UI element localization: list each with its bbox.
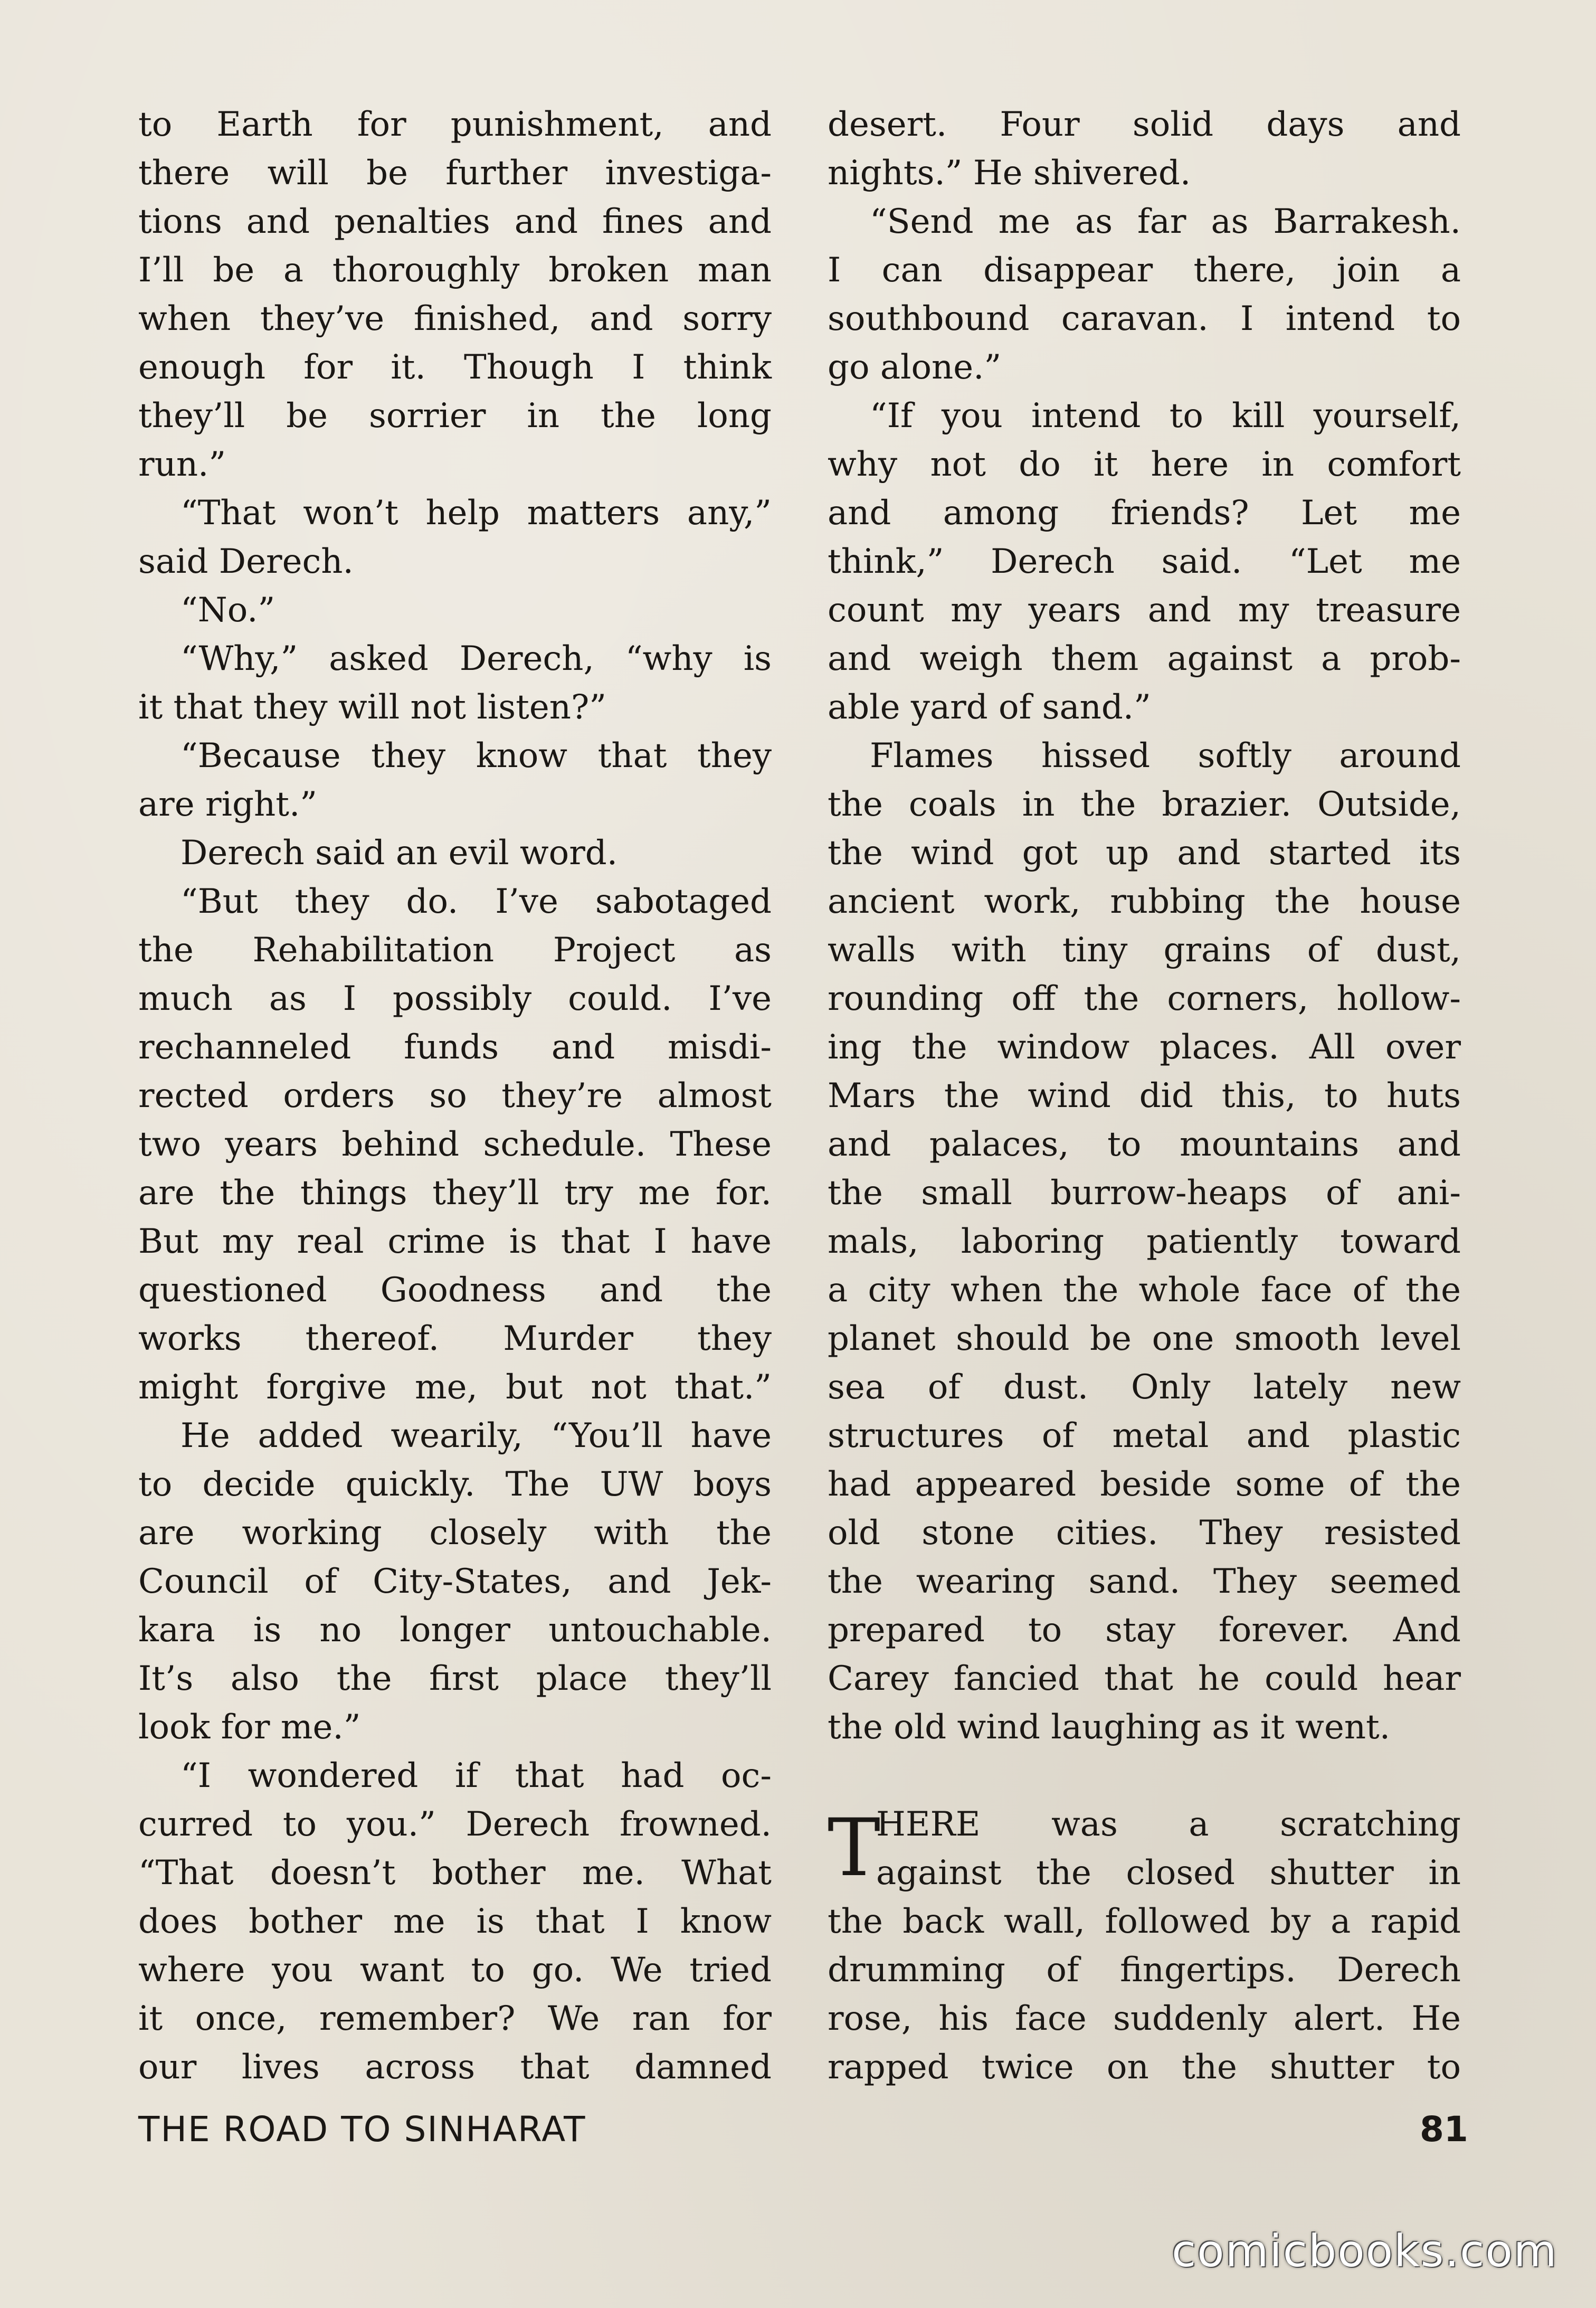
left-column xyxy=(138,100,772,2092)
text-line: Council of City-States, and Jek- xyxy=(138,1562,772,1601)
text-line: questioned Goodness and the xyxy=(138,1271,772,1310)
page-number: 81 xyxy=(1420,2109,1468,2150)
text-line: He added wearily, “You’ll have xyxy=(180,1416,772,1455)
text-line: works thereof. Murder they xyxy=(138,1319,772,1358)
watermark-logo: comicbooks.com xyxy=(1172,2225,1558,2277)
text-line: look for me.” xyxy=(138,1708,361,1747)
text-line: “If you intend to kill yourself, xyxy=(870,396,1461,436)
text-line: the wind got up and started its xyxy=(828,834,1461,873)
text-line: the Rehabilitation Project as xyxy=(138,931,772,970)
text-line: count my years and my treasure xyxy=(828,591,1461,630)
text-line: much as I possibly could. I’ve xyxy=(138,979,772,1018)
text-line: said Derech. xyxy=(138,542,354,581)
text-line: But my real crime is that I have xyxy=(138,1222,772,1261)
text-line: they’ll be sorrier in the long xyxy=(138,396,772,436)
text-line: rapped twice on the shutter to xyxy=(828,2048,1461,2087)
text-line: drumming of fingertips. Derech xyxy=(828,1951,1461,1990)
text-line: rounding off the corners, hollow- xyxy=(828,979,1461,1018)
text-line: sea of dust. Only lately new xyxy=(828,1368,1461,1407)
text-line: prepared to stay forever. And xyxy=(828,1611,1461,1650)
text-line: I’ll be a thoroughly broken man xyxy=(138,251,772,290)
drop-cap: T xyxy=(828,1802,881,1894)
text-line: “Because they know that they xyxy=(180,736,772,775)
text-line: ancient work, rubbing the house xyxy=(828,882,1461,921)
text-line: curred to you.” Derech frowned. xyxy=(138,1805,772,1844)
text-line: rechanneled funds and misdi- xyxy=(138,1028,772,1067)
text-line: kara is no longer untouchable. xyxy=(138,1611,772,1650)
text-line: mals, laboring patiently toward xyxy=(828,1222,1461,1261)
text-line: Carey fancied that he could hear xyxy=(828,1659,1461,1698)
text-line: walls with tiny grains of dust, xyxy=(828,931,1461,970)
text-line: it once, remember? We ran for xyxy=(138,1999,772,2038)
text-line: Mars the wind did this, to huts xyxy=(828,1076,1461,1115)
section-opening xyxy=(828,1800,1461,2092)
text-line: tions and penalties and fines and xyxy=(138,202,772,241)
text-line: the old wind laughing as it went. xyxy=(828,1708,1391,1747)
text-line: a city when the whole face of the xyxy=(828,1271,1461,1310)
text-line: where you want to go. We tried xyxy=(138,1951,772,1990)
text-line: nights.” He shivered. xyxy=(828,154,1191,193)
text-line: go alone.” xyxy=(828,348,1002,387)
text-line: the back wall, followed by a rapid xyxy=(828,1902,1461,1941)
text-line: “No.” xyxy=(180,591,276,630)
text-line: had appeared beside some of the xyxy=(828,1465,1461,1504)
text-line: rected orders so they’re almost xyxy=(138,1076,772,1115)
text-line: are right.” xyxy=(138,785,317,824)
text-line: the small burrow-heaps of ani- xyxy=(828,1174,1461,1213)
text-line: and among friends? Let me xyxy=(828,494,1461,533)
text-line: “But they do. I’ve sabotaged xyxy=(180,882,772,921)
text-line: “That won’t help matters any,” xyxy=(180,494,772,533)
text-line: southbound caravan. I intend to xyxy=(828,299,1461,338)
text-line: think,” Derech said. “Let me xyxy=(828,542,1461,581)
text-line: structures of metal and plastic xyxy=(828,1416,1461,1455)
text-line: and palaces, to mountains and xyxy=(828,1125,1461,1164)
text-line: might forgive me, but not that.” xyxy=(138,1368,772,1407)
text-line: and weigh them against a prob- xyxy=(828,639,1461,678)
text-line: there will be further investiga- xyxy=(138,154,772,193)
text-line: it that they will not listen?” xyxy=(138,688,606,727)
text-line: Flames hissed softly around xyxy=(870,736,1461,775)
text-line: are the things they’ll try me for. xyxy=(138,1174,772,1213)
text-line: I can disappear there, join a xyxy=(828,251,1461,290)
text-line: ing the window places. All over xyxy=(828,1028,1461,1067)
right-column xyxy=(828,100,1461,2092)
text-line: “Why,” asked Derech, “why is xyxy=(180,639,772,678)
text-line: “Send me as far as Barrakesh. xyxy=(870,202,1461,241)
text-line: why not do it here in comfort xyxy=(828,445,1461,484)
text-line: Derech said an evil word. xyxy=(180,834,618,873)
text-line: It’s also the first place they’ll xyxy=(138,1659,772,1698)
text-line: the wearing sand. They seemed xyxy=(828,1562,1461,1601)
text-line: rose, his face suddenly alert. He xyxy=(828,1999,1461,2038)
section-break xyxy=(828,1752,1461,1800)
text-line: against the closed shutter in xyxy=(876,1853,1461,1893)
text-line: able yard of sand.” xyxy=(828,688,1151,727)
text-line: to Earth for punishment, and xyxy=(138,105,772,144)
text-line: planet should be one smooth level xyxy=(828,1319,1461,1358)
text-line: HERE was a scratching xyxy=(876,1805,1461,1844)
text-line: when they’ve finished, and sorry xyxy=(138,299,772,338)
text-line: our lives across that damned xyxy=(138,2048,772,2087)
text-line: run.” xyxy=(138,445,226,484)
text-line: “I wondered if that had oc- xyxy=(180,1756,772,1795)
text-line: “That doesn’t bother me. What xyxy=(138,1853,772,1893)
text-line: are working closely with the xyxy=(138,1514,772,1553)
text-line: enough for it. Though I think xyxy=(138,348,772,387)
text-line: does bother me is that I know xyxy=(138,1902,772,1941)
text-line: old stone cities. They resisted xyxy=(828,1514,1461,1553)
text-line: two years behind schedule. These xyxy=(138,1125,772,1164)
text-line: to decide quickly. The UW boys xyxy=(138,1465,772,1504)
running-footer-title: THE ROAD TO SINHARAT xyxy=(138,2109,586,2150)
text-line: desert. Four solid days and xyxy=(828,105,1461,144)
text-line: the coals in the brazier. Outside, xyxy=(828,785,1461,824)
